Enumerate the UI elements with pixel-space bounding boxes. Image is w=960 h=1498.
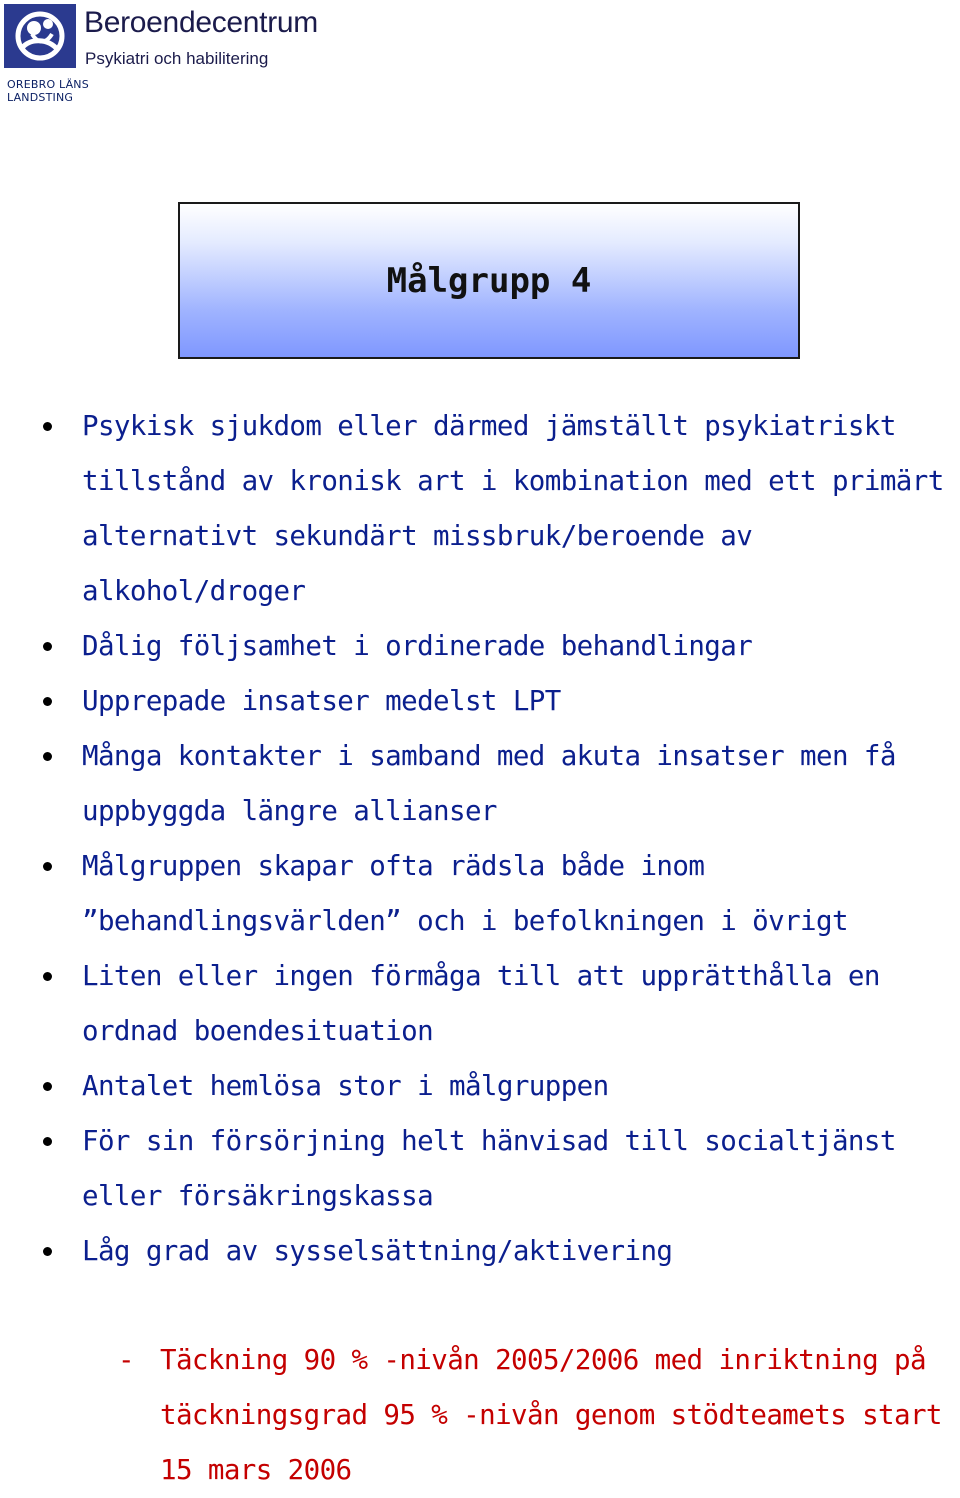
bullet-dot-icon — [43, 1082, 52, 1091]
list-item-text: Upprepade insatser medelst LPT — [82, 685, 561, 717]
header-logo — [4, 4, 364, 104]
list-item-text: Antalet hemlösa stor i målgruppen — [82, 1070, 609, 1102]
landsting-logo-icon — [4, 4, 76, 68]
list-item — [0, 949, 960, 1059]
list-item — [0, 1059, 960, 1114]
list-item-text: Målgruppen skapar ofta rädsla både inom ”behandlingsvärlden” och i befolkningen i övrigt — [82, 850, 848, 937]
list-item — [0, 399, 960, 619]
page-title: Målgrupp 4 — [386, 260, 592, 301]
title-box — [178, 202, 800, 359]
list-item — [0, 674, 960, 729]
brand-subtitle: Psykiatri och habilitering — [85, 49, 269, 68]
list-item-text: För sin försörjning helt hänvisad till socialtjänst eller försäkringskassa — [82, 1125, 896, 1212]
bullet-dot-icon — [43, 1247, 52, 1256]
bullet-dot-icon — [43, 752, 52, 761]
list-item — [0, 1114, 960, 1224]
org-name — [7, 78, 89, 104]
coverage-note — [0, 1333, 960, 1498]
bullet-dot-icon — [43, 697, 52, 706]
list-item — [0, 1224, 960, 1279]
list-item-text: Låg grad av sysselsättning/aktivering — [82, 1235, 673, 1267]
list-item — [0, 839, 960, 949]
org-name-line2: LANDSTING — [7, 91, 74, 104]
list-item-text: Många kontakter i samband med akuta insatser men få uppbyggda längre allianser — [82, 740, 896, 827]
list-item — [0, 729, 960, 839]
coverage-dash: - — [118, 1344, 134, 1376]
bullet-dot-icon — [43, 422, 52, 431]
bullet-dot-icon — [43, 642, 52, 651]
bullet-dot-icon — [43, 972, 52, 981]
bullet-dot-icon — [43, 862, 52, 871]
list-item-text: Dålig följsamhet i ordinerade behandlingar — [82, 630, 753, 662]
list-item-text: Psykisk sjukdom eller därmed jämställt psykiatriskt tillstånd av kronisk art i kombination med ett primärt alternativt sekundärt missbruk/beroende av alkohol/droger — [82, 410, 944, 607]
bullet-dot-icon — [43, 1137, 52, 1146]
org-name-line1: OREBRO LÄNS — [7, 78, 89, 91]
brand-name: Beroendecentrum — [84, 6, 318, 39]
bullet-list — [0, 399, 960, 1279]
coverage-text: Täckning 90 % -nivån 2005/2006 med inriktning på täckningsgrad 95 % -nivån genom stödteamets start 15 mars 2006 — [160, 1344, 942, 1486]
list-item — [0, 619, 960, 674]
list-item-text: Liten eller ingen förmåga till att upprätthålla en ordnad boendesituation — [82, 960, 880, 1047]
